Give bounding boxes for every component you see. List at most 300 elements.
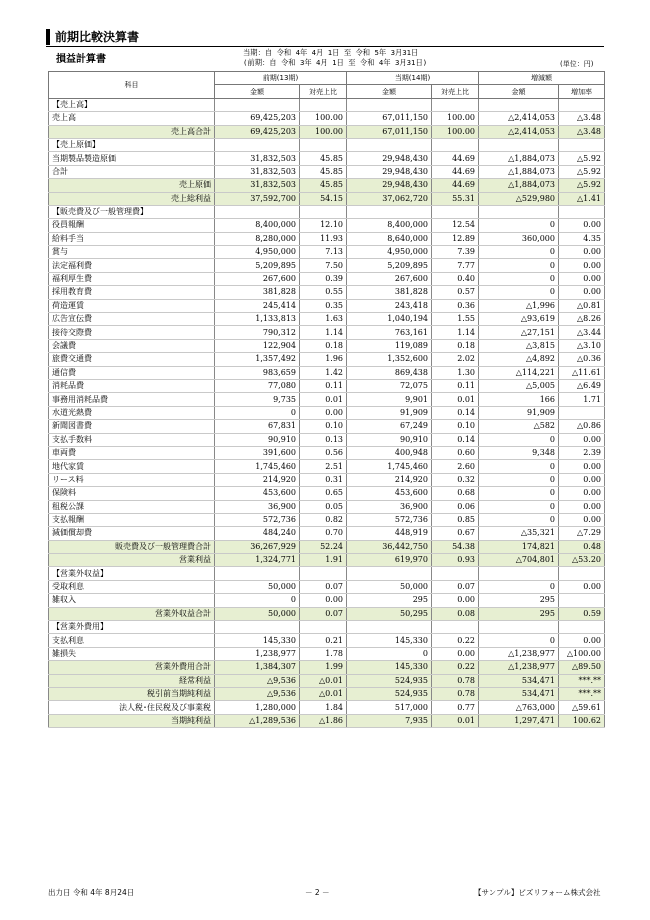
current-amount-cell: 619,970 bbox=[347, 554, 432, 567]
change-rate-cell bbox=[559, 98, 605, 111]
prior-amount-cell: 983,659 bbox=[215, 366, 300, 379]
prior-ratio-cell bbox=[300, 621, 347, 634]
change-rate-cell: △11.61 bbox=[559, 366, 605, 379]
change-amount-cell: 0 bbox=[479, 513, 559, 526]
current-amount-cell: 29,948,430 bbox=[347, 179, 432, 192]
company-name: 【サンプル】ビズリフォーム株式会社 bbox=[474, 888, 601, 897]
prior-ratio-cell: 7.50 bbox=[300, 259, 347, 272]
change-amount-cell bbox=[479, 621, 559, 634]
change-amount-cell: △2,414,053 bbox=[479, 112, 559, 125]
row-label: 旅費交通費 bbox=[49, 353, 215, 366]
current-ratio-cell: 1.55 bbox=[432, 313, 479, 326]
change-amount-cell bbox=[479, 138, 559, 151]
total-row bbox=[49, 179, 605, 192]
table-row bbox=[49, 353, 605, 366]
prior-amount-cell: 267,600 bbox=[215, 272, 300, 285]
current-amount-cell: 67,011,150 bbox=[347, 125, 432, 138]
current-amount-cell: 145,330 bbox=[347, 661, 432, 674]
row-label: 営業利益 bbox=[49, 554, 215, 567]
change-amount-cell: 0 bbox=[479, 500, 559, 513]
current-amount-cell: 295 bbox=[347, 594, 432, 607]
prior-ratio-cell bbox=[300, 205, 347, 218]
row-label: 消耗品費 bbox=[49, 379, 215, 392]
prior-amount-cell: 790,312 bbox=[215, 326, 300, 339]
prior-ratio-cell: 1.78 bbox=[300, 647, 347, 660]
change-amount-cell: 0 bbox=[479, 259, 559, 272]
prior-amount-cell bbox=[215, 98, 300, 111]
change-rate-cell: △3.44 bbox=[559, 326, 605, 339]
row-label: 合計 bbox=[49, 165, 215, 178]
prior-amount-cell: 1,324,771 bbox=[215, 554, 300, 567]
change-amount-cell: △93,619 bbox=[479, 313, 559, 326]
table-row bbox=[49, 272, 605, 285]
change-amount-cell: △114,221 bbox=[479, 366, 559, 379]
prior-amount-cell: 5,209,895 bbox=[215, 259, 300, 272]
prior-ratio-cell: 1.14 bbox=[300, 326, 347, 339]
current-ratio-cell: 44.69 bbox=[432, 179, 479, 192]
change-rate-cell: 0.00 bbox=[559, 500, 605, 513]
column-header-change: 増減額 bbox=[479, 72, 605, 85]
prior-amount-cell: 67,831 bbox=[215, 420, 300, 433]
row-label: 役員報酬 bbox=[49, 219, 215, 232]
section-row bbox=[49, 138, 605, 151]
current-amount-cell: 72,075 bbox=[347, 379, 432, 392]
prior-ratio-cell: 100.00 bbox=[300, 125, 347, 138]
change-amount-cell: 0 bbox=[479, 433, 559, 446]
prior-amount-cell: 31,832,503 bbox=[215, 179, 300, 192]
current-amount-cell: 0 bbox=[347, 647, 432, 660]
current-ratio-cell bbox=[432, 138, 479, 151]
change-amount-cell: △3,815 bbox=[479, 339, 559, 352]
table-row bbox=[49, 406, 605, 419]
row-label: 新聞図書費 bbox=[49, 420, 215, 433]
prior-amount-cell: 122,904 bbox=[215, 339, 300, 352]
current-ratio-cell: 0.40 bbox=[432, 272, 479, 285]
current-ratio-cell: 0.14 bbox=[432, 406, 479, 419]
change-amount-cell: △1,238,977 bbox=[479, 661, 559, 674]
current-amount-cell: 869,438 bbox=[347, 366, 432, 379]
prior-ratio-cell: 0.21 bbox=[300, 634, 347, 647]
row-label: 当期純利益 bbox=[49, 714, 215, 727]
table-row bbox=[49, 259, 605, 272]
table-row bbox=[49, 299, 605, 312]
prior-amount-cell: 145,330 bbox=[215, 634, 300, 647]
prior-amount-cell: △9,536 bbox=[215, 687, 300, 700]
change-amount-cell: △1,884,073 bbox=[479, 152, 559, 165]
unit-label: (単位：円) bbox=[560, 60, 594, 68]
table-row bbox=[49, 634, 605, 647]
current-ratio-cell: 0.60 bbox=[432, 446, 479, 459]
total-row bbox=[49, 554, 605, 567]
row-label: 売上総利益 bbox=[49, 192, 215, 205]
current-amount-cell: 763,161 bbox=[347, 326, 432, 339]
change-rate-cell: △89.50 bbox=[559, 661, 605, 674]
current-amount-cell bbox=[347, 621, 432, 634]
prior-amount-cell: 1,280,000 bbox=[215, 701, 300, 714]
row-label: 支払手数料 bbox=[49, 433, 215, 446]
row-label: 支払利息 bbox=[49, 634, 215, 647]
change-rate-cell: 100.62 bbox=[559, 714, 605, 727]
table-row bbox=[49, 112, 605, 125]
row-label: 税引前当期純利益 bbox=[49, 687, 215, 700]
current-ratio-cell bbox=[432, 567, 479, 580]
change-rate-cell: 0.00 bbox=[559, 634, 605, 647]
prior-amount-cell: 36,267,929 bbox=[215, 540, 300, 553]
change-amount-cell: 91,909 bbox=[479, 406, 559, 419]
change-amount-cell: △1,884,073 bbox=[479, 165, 559, 178]
prior-amount-cell: 391,600 bbox=[215, 446, 300, 459]
column-header-prior-amount: 金額 bbox=[215, 85, 300, 98]
table-row bbox=[49, 580, 605, 593]
current-ratio-cell bbox=[432, 621, 479, 634]
row-label: 会議費 bbox=[49, 339, 215, 352]
current-ratio-cell: 55.31 bbox=[432, 192, 479, 205]
current-amount-cell: 572,736 bbox=[347, 513, 432, 526]
total-row bbox=[49, 607, 605, 620]
change-rate-cell: 0.48 bbox=[559, 540, 605, 553]
current-ratio-cell: 100.00 bbox=[432, 112, 479, 125]
change-amount-cell: 0 bbox=[479, 246, 559, 259]
current-amount-cell: 119,089 bbox=[347, 339, 432, 352]
column-header-current-amount: 金額 bbox=[347, 85, 432, 98]
change-amount-cell: △529,980 bbox=[479, 192, 559, 205]
total-row bbox=[49, 192, 605, 205]
ledger-body bbox=[49, 98, 605, 727]
row-label: 租税公課 bbox=[49, 500, 215, 513]
change-amount-cell: 0 bbox=[479, 580, 559, 593]
prior-ratio-cell: 0.31 bbox=[300, 473, 347, 486]
change-rate-cell: 0.00 bbox=[559, 433, 605, 446]
table-row bbox=[49, 433, 605, 446]
change-rate-cell: △100.00 bbox=[559, 647, 605, 660]
change-amount-cell: △2,414,053 bbox=[479, 125, 559, 138]
prior-ratio-cell: 11.93 bbox=[300, 232, 347, 245]
change-rate-cell: 0.00 bbox=[559, 272, 605, 285]
table-row bbox=[49, 594, 605, 607]
change-rate-cell bbox=[559, 138, 605, 151]
current-ratio-cell: 2.60 bbox=[432, 460, 479, 473]
column-header-current-ratio: 対売上比 bbox=[432, 85, 479, 98]
prior-ratio-cell: 0.13 bbox=[300, 433, 347, 446]
change-rate-cell: ***.** bbox=[559, 687, 605, 700]
prior-amount-cell: 31,832,503 bbox=[215, 152, 300, 165]
current-amount-cell: 36,900 bbox=[347, 500, 432, 513]
prior-ratio-cell bbox=[300, 567, 347, 580]
current-amount-cell: 50,000 bbox=[347, 580, 432, 593]
total-row bbox=[49, 661, 605, 674]
row-label: 【営業外費用】 bbox=[49, 621, 215, 634]
change-rate-cell bbox=[559, 621, 605, 634]
row-label: 賞与 bbox=[49, 246, 215, 259]
prior-amount-cell: 69,425,203 bbox=[215, 125, 300, 138]
row-label: 採用教育費 bbox=[49, 286, 215, 299]
change-amount-cell: 534,471 bbox=[479, 674, 559, 687]
row-label: 車両費 bbox=[49, 446, 215, 459]
prior-amount-cell: 0 bbox=[215, 594, 300, 607]
prior-amount-cell bbox=[215, 567, 300, 580]
income-statement-table bbox=[48, 71, 605, 728]
current-ratio-cell: 0.18 bbox=[432, 339, 479, 352]
output-date: 出力日 令和 4年 8月24日 bbox=[48, 888, 135, 897]
change-amount-cell: △582 bbox=[479, 420, 559, 433]
prior-amount-cell: 1,357,492 bbox=[215, 353, 300, 366]
current-ratio-cell: 0.00 bbox=[432, 594, 479, 607]
current-amount-cell: 448,919 bbox=[347, 527, 432, 540]
row-label: 営業外収益合計 bbox=[49, 607, 215, 620]
change-rate-cell: 2.39 bbox=[559, 446, 605, 459]
current-ratio-cell: 0.08 bbox=[432, 607, 479, 620]
current-amount-cell: 145,330 bbox=[347, 634, 432, 647]
change-amount-cell: △763,000 bbox=[479, 701, 559, 714]
table-row bbox=[49, 326, 605, 339]
prior-amount-cell: 8,400,000 bbox=[215, 219, 300, 232]
change-rate-cell: △7.29 bbox=[559, 527, 605, 540]
row-label: 雑収入 bbox=[49, 594, 215, 607]
current-ratio-cell: 0.67 bbox=[432, 527, 479, 540]
current-ratio-cell: 0.06 bbox=[432, 500, 479, 513]
row-label: 地代家賃 bbox=[49, 460, 215, 473]
current-period: 当期：自 令和 4年 4月 1日 至 令和 5年 3月31日 bbox=[243, 48, 419, 57]
change-rate-cell: 0.00 bbox=[559, 473, 605, 486]
change-amount-cell: 0 bbox=[479, 219, 559, 232]
row-label: 接待交際費 bbox=[49, 326, 215, 339]
row-label: 水道光熱費 bbox=[49, 406, 215, 419]
current-ratio-cell: 1.14 bbox=[432, 326, 479, 339]
total-row bbox=[49, 540, 605, 553]
current-amount-cell: 243,418 bbox=[347, 299, 432, 312]
prior-amount-cell: 1,384,307 bbox=[215, 661, 300, 674]
change-rate-cell: 0.00 bbox=[559, 219, 605, 232]
row-label: 【売上高】 bbox=[49, 98, 215, 111]
current-ratio-cell: 0.01 bbox=[432, 393, 479, 406]
current-ratio-cell bbox=[432, 205, 479, 218]
row-label: 法定福利費 bbox=[49, 259, 215, 272]
change-rate-cell: △5.92 bbox=[559, 152, 605, 165]
column-header-change-rate: 増加率 bbox=[559, 85, 605, 98]
change-rate-cell: △3.48 bbox=[559, 125, 605, 138]
current-ratio-cell: 1.30 bbox=[432, 366, 479, 379]
prior-amount-cell: 90,910 bbox=[215, 433, 300, 446]
row-label: 保険料 bbox=[49, 487, 215, 500]
current-ratio-cell: 44.69 bbox=[432, 165, 479, 178]
prior-ratio-cell: 1.42 bbox=[300, 366, 347, 379]
table-row bbox=[49, 527, 605, 540]
current-ratio-cell: 0.07 bbox=[432, 580, 479, 593]
column-header-prior: 前期(13期) bbox=[215, 72, 347, 85]
change-rate-cell: △5.92 bbox=[559, 165, 605, 178]
prior-ratio-cell: 1.91 bbox=[300, 554, 347, 567]
current-ratio-cell: 0.85 bbox=[432, 513, 479, 526]
prior-ratio-cell: △0.01 bbox=[300, 674, 347, 687]
prior-amount-cell: 453,600 bbox=[215, 487, 300, 500]
change-amount-cell bbox=[479, 98, 559, 111]
change-rate-cell: 0.00 bbox=[559, 259, 605, 272]
prior-ratio-cell: 12.10 bbox=[300, 219, 347, 232]
current-ratio-cell: 0.36 bbox=[432, 299, 479, 312]
table-row bbox=[49, 473, 605, 486]
row-label: 売上原価 bbox=[49, 179, 215, 192]
change-rate-cell: △5.92 bbox=[559, 179, 605, 192]
current-amount-cell: 4,950,000 bbox=[347, 246, 432, 259]
row-label: 受取利息 bbox=[49, 580, 215, 593]
prior-amount-cell: 484,240 bbox=[215, 527, 300, 540]
prior-period: (前期：自 令和 3年 4月 1日 至 令和 4年 3月31日) bbox=[243, 58, 428, 67]
prior-ratio-cell: 0.11 bbox=[300, 379, 347, 392]
prior-amount-cell: △9,536 bbox=[215, 674, 300, 687]
current-amount-cell: 67,011,150 bbox=[347, 112, 432, 125]
prior-ratio-cell: 0.01 bbox=[300, 393, 347, 406]
current-amount-cell: 29,948,430 bbox=[347, 152, 432, 165]
change-amount-cell: △1,238,977 bbox=[479, 647, 559, 660]
row-label: 営業外費用合計 bbox=[49, 661, 215, 674]
current-amount-cell: 1,745,460 bbox=[347, 460, 432, 473]
row-label: 事務用消耗品費 bbox=[49, 393, 215, 406]
row-label: 支払報酬 bbox=[49, 513, 215, 526]
prior-amount-cell: 36,900 bbox=[215, 500, 300, 513]
column-header-prior-ratio: 対売上比 bbox=[300, 85, 347, 98]
current-amount-cell: 267,600 bbox=[347, 272, 432, 285]
change-amount-cell: △5,005 bbox=[479, 379, 559, 392]
current-ratio-cell: 0.22 bbox=[432, 661, 479, 674]
change-amount-cell: 0 bbox=[479, 473, 559, 486]
change-amount-cell: 360,000 bbox=[479, 232, 559, 245]
prior-ratio-cell: 1.96 bbox=[300, 353, 347, 366]
current-ratio-cell: 54.38 bbox=[432, 540, 479, 553]
prior-amount-cell: 572,736 bbox=[215, 513, 300, 526]
current-amount-cell: 90,910 bbox=[347, 433, 432, 446]
change-rate-cell: 0.00 bbox=[559, 460, 605, 473]
prior-ratio-cell: 45.85 bbox=[300, 179, 347, 192]
prior-ratio-cell: 0.56 bbox=[300, 446, 347, 459]
prior-ratio-cell: 0.18 bbox=[300, 339, 347, 352]
prior-amount-cell bbox=[215, 621, 300, 634]
current-amount-cell bbox=[347, 205, 432, 218]
table-row bbox=[49, 313, 605, 326]
current-ratio-cell: 0.78 bbox=[432, 674, 479, 687]
row-label: リース料 bbox=[49, 473, 215, 486]
prior-amount-cell: 69,425,203 bbox=[215, 112, 300, 125]
row-label: 雑損失 bbox=[49, 647, 215, 660]
current-amount-cell bbox=[347, 138, 432, 151]
current-amount-cell: 214,920 bbox=[347, 473, 432, 486]
current-ratio-cell: 0.68 bbox=[432, 487, 479, 500]
change-amount-cell: 295 bbox=[479, 594, 559, 607]
column-header-item: 科目 bbox=[49, 72, 215, 99]
current-ratio-cell: 7.77 bbox=[432, 259, 479, 272]
current-amount-cell: 37,062,720 bbox=[347, 192, 432, 205]
current-ratio-cell: 0.93 bbox=[432, 554, 479, 567]
prior-ratio-cell: 2.51 bbox=[300, 460, 347, 473]
current-amount-cell: 1,352,600 bbox=[347, 353, 432, 366]
change-rate-cell: △3.10 bbox=[559, 339, 605, 352]
current-amount-cell: 524,935 bbox=[347, 674, 432, 687]
prior-amount-cell: △1,289,536 bbox=[215, 714, 300, 727]
table-row bbox=[49, 152, 605, 165]
prior-amount-cell bbox=[215, 205, 300, 218]
change-amount-cell: 0 bbox=[479, 487, 559, 500]
change-rate-cell: 0.59 bbox=[559, 607, 605, 620]
row-label: 販売費及び一般管理費合計 bbox=[49, 540, 215, 553]
current-amount-cell: 36,442,750 bbox=[347, 540, 432, 553]
change-amount-cell: 0 bbox=[479, 460, 559, 473]
table-row bbox=[49, 286, 605, 299]
change-rate-cell: △1.41 bbox=[559, 192, 605, 205]
current-ratio-cell: 0.77 bbox=[432, 701, 479, 714]
change-rate-cell bbox=[559, 567, 605, 580]
current-amount-cell: 400,948 bbox=[347, 446, 432, 459]
prior-amount-cell: 381,828 bbox=[215, 286, 300, 299]
current-ratio-cell: 12.89 bbox=[432, 232, 479, 245]
table-row bbox=[49, 246, 605, 259]
row-label: 売上高 bbox=[49, 112, 215, 125]
total-row bbox=[49, 701, 605, 714]
current-amount-cell: 524,935 bbox=[347, 687, 432, 700]
row-label: 荷造運賃 bbox=[49, 299, 215, 312]
current-amount-cell: 453,600 bbox=[347, 487, 432, 500]
prior-ratio-cell: 0.07 bbox=[300, 580, 347, 593]
change-rate-cell: △6.49 bbox=[559, 379, 605, 392]
table-row bbox=[49, 379, 605, 392]
table-row bbox=[49, 487, 605, 500]
current-amount-cell: 50,295 bbox=[347, 607, 432, 620]
change-rate-cell: △59.61 bbox=[559, 701, 605, 714]
change-rate-cell bbox=[559, 594, 605, 607]
table-row bbox=[49, 500, 605, 513]
row-label: 売上高合計 bbox=[49, 125, 215, 138]
current-amount-cell: 29,948,430 bbox=[347, 165, 432, 178]
prior-amount-cell: 9,735 bbox=[215, 393, 300, 406]
current-ratio-cell: 0.01 bbox=[432, 714, 479, 727]
change-amount-cell: 166 bbox=[479, 393, 559, 406]
current-ratio-cell: 12.54 bbox=[432, 219, 479, 232]
change-amount-cell bbox=[479, 567, 559, 580]
change-rate-cell: △53.20 bbox=[559, 554, 605, 567]
current-amount-cell: 381,828 bbox=[347, 286, 432, 299]
change-amount-cell bbox=[479, 205, 559, 218]
change-amount-cell: 1,297,471 bbox=[479, 714, 559, 727]
prior-ratio-cell: 0.35 bbox=[300, 299, 347, 312]
change-amount-cell: △1,884,073 bbox=[479, 179, 559, 192]
prior-amount-cell: 50,000 bbox=[215, 580, 300, 593]
document-title: 前期比較決算書 bbox=[46, 29, 602, 45]
change-rate-cell bbox=[559, 406, 605, 419]
prior-ratio-cell: 100.00 bbox=[300, 112, 347, 125]
total-row bbox=[49, 125, 605, 138]
section-row bbox=[49, 205, 605, 218]
prior-amount-cell: 0 bbox=[215, 406, 300, 419]
current-amount-cell: 67,249 bbox=[347, 420, 432, 433]
prior-ratio-cell: 0.00 bbox=[300, 594, 347, 607]
prior-ratio-cell: 0.10 bbox=[300, 420, 347, 433]
prior-amount-cell: 1,745,460 bbox=[215, 460, 300, 473]
table-row bbox=[49, 219, 605, 232]
prior-amount-cell: 1,238,977 bbox=[215, 647, 300, 660]
change-rate-cell: 1.71 bbox=[559, 393, 605, 406]
current-ratio-cell: 0.10 bbox=[432, 420, 479, 433]
column-header-current: 当期(14期) bbox=[347, 72, 479, 85]
prior-ratio-cell: 0.07 bbox=[300, 607, 347, 620]
change-amount-cell: △704,801 bbox=[479, 554, 559, 567]
current-ratio-cell: 44.69 bbox=[432, 152, 479, 165]
prior-ratio-cell: 1.99 bbox=[300, 661, 347, 674]
current-ratio-cell: 100.00 bbox=[432, 125, 479, 138]
prior-ratio-cell: 45.85 bbox=[300, 152, 347, 165]
prior-amount-cell: 31,832,503 bbox=[215, 165, 300, 178]
change-amount-cell: △35,321 bbox=[479, 527, 559, 540]
current-amount-cell: 517,000 bbox=[347, 701, 432, 714]
prior-amount-cell: 50,000 bbox=[215, 607, 300, 620]
change-rate-cell: 0.00 bbox=[559, 580, 605, 593]
